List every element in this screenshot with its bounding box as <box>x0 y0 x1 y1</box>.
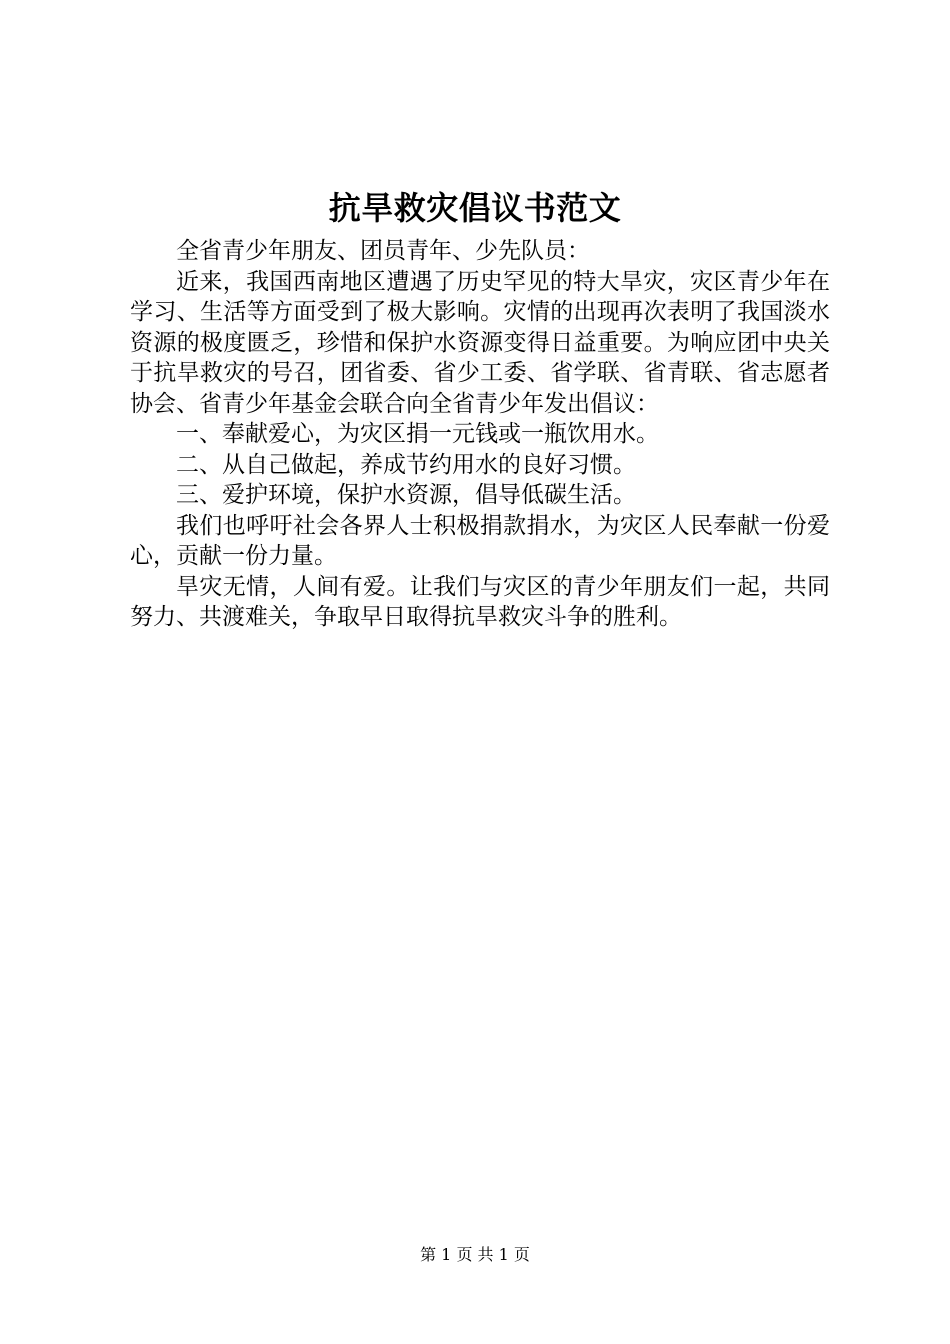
paragraph-intro: 近来，我国西南地区遭遇了历史罕见的特大旱灾，灾区青少年在学习、生活等方面受到了极大影响。灾情的出现再次表明了我国淡水资源的极度匮乏，珍惜和保护水资源变得日益重要。为响应团中央关于抗旱救灾的号召，团省委、省少工委、省学联、省青联、省志愿者协会、省青少年基金会联合向全省青少年发出倡议： <box>130 268 830 417</box>
salutation: 全省青少年朋友、团员青年、少先队员： <box>176 238 590 264</box>
proposal-item-3: 三、爱护环境，保护水资源，倡导低碳生活。 <box>176 482 636 508</box>
paragraph-appeal: 我们也呼吁社会各界人士积极捐款捐水，为灾区人民奉献一份爱心，贡献一份力量。 <box>130 512 830 569</box>
proposal-item-2: 二、从自己做起，养成节约用水的良好习惯。 <box>176 451 636 478</box>
paragraph-closing: 旱灾无情，人间有爱。让我们与灾区的青少年朋友们一起，共同努力、共渡难关，争取早日取得抗旱救灾斗争的胜利。 <box>130 573 830 630</box>
document-body <box>130 236 830 633</box>
page-number-footer: 第 1 页 共 1 页 <box>420 1245 530 1264</box>
proposal-item-1: 一、奉献爱心，为灾区捐一元钱或一瓶饮用水。 <box>176 421 659 447</box>
page-title: 抗旱救灾倡议书范文 <box>328 189 622 227</box>
